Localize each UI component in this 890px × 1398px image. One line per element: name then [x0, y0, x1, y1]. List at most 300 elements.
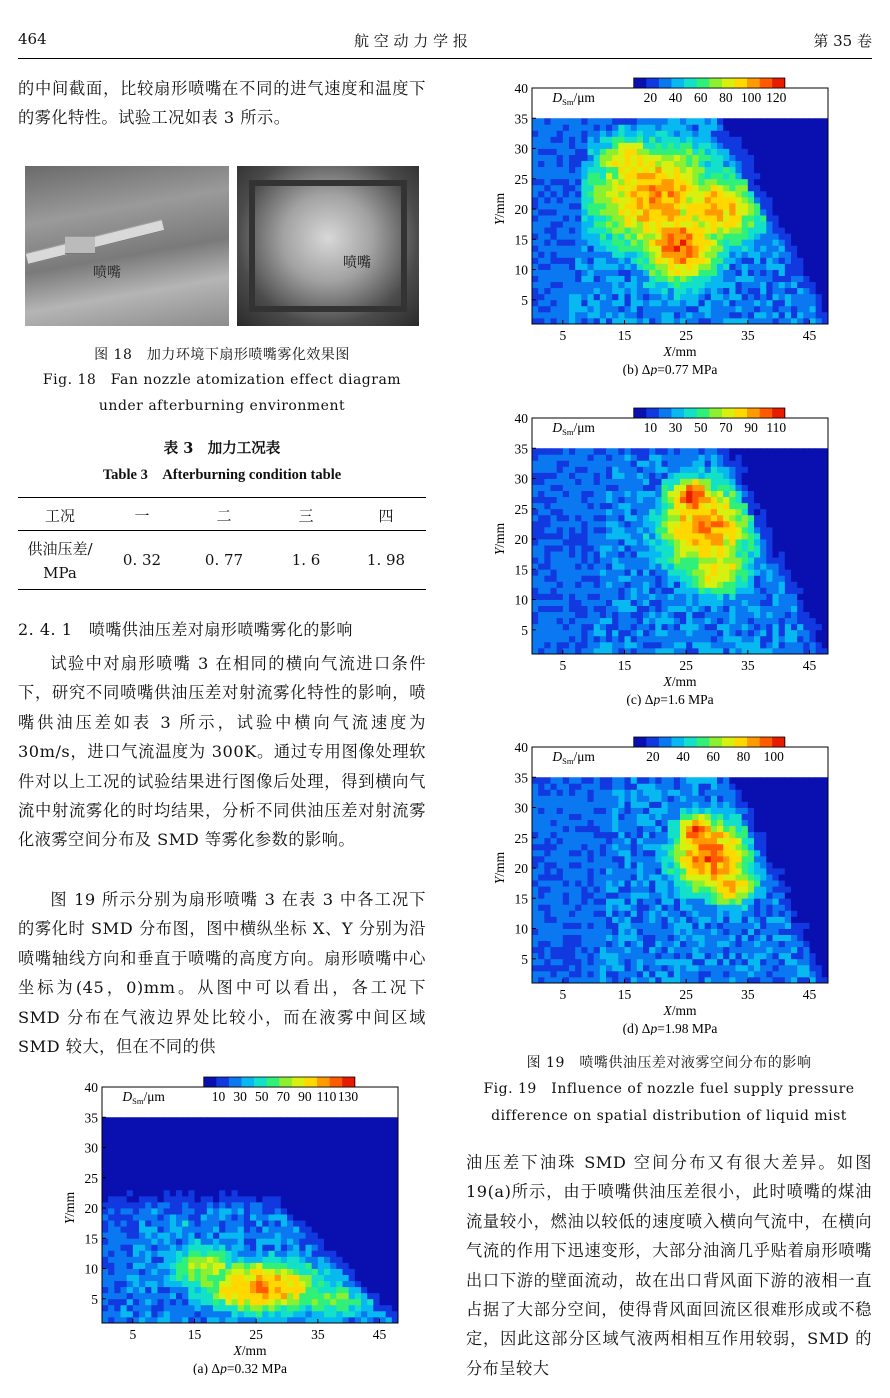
heatmap-cell — [299, 1220, 306, 1226]
heatmap-cell — [810, 485, 817, 491]
heatmap-cell — [170, 1160, 177, 1166]
heatmap-cell — [674, 185, 681, 191]
heatmap-cell — [563, 118, 570, 124]
heatmap-cell — [742, 466, 749, 472]
heatmap-cell — [810, 136, 817, 142]
heatmap-cell — [588, 136, 595, 142]
heatmap-cell — [668, 448, 675, 454]
heatmap-cell — [114, 1293, 121, 1299]
heatmap-cell — [766, 630, 773, 636]
heatmap-cell — [779, 282, 786, 288]
heatmap-cell — [557, 624, 564, 630]
heatmap-cell — [373, 1220, 380, 1226]
heatmap-cell — [373, 1117, 380, 1123]
heatmap-cell — [736, 130, 743, 136]
heatmap-cell — [705, 515, 712, 521]
heatmap-cell — [114, 1160, 121, 1166]
heatmap-cell — [269, 1262, 276, 1268]
heatmap-cell — [581, 270, 588, 276]
heatmap-cell — [380, 1214, 387, 1220]
heatmap-cell — [816, 563, 823, 569]
heatmap-cell — [736, 191, 743, 197]
heatmap-cell — [145, 1190, 152, 1196]
heatmap-cell — [287, 1317, 294, 1323]
heatmap-cell — [680, 185, 687, 191]
heatmap-cell — [108, 1129, 115, 1135]
heatmap-cell — [275, 1250, 282, 1256]
heatmap-cell — [742, 197, 749, 203]
heatmap-cell — [538, 587, 545, 593]
heatmap-cell — [810, 233, 817, 239]
heatmap-cell — [711, 454, 718, 460]
heatmap-cell — [625, 233, 632, 239]
heatmap-cell — [538, 636, 545, 642]
heatmap-cell — [244, 1238, 251, 1244]
heatmap-cell — [822, 209, 829, 215]
heatmap-cell — [594, 466, 601, 472]
heatmap-cell — [662, 251, 669, 257]
heatmap-cell — [655, 245, 662, 251]
heatmap-cell — [544, 203, 551, 209]
heatmap-cell — [637, 239, 644, 245]
heatmap-cell — [250, 1250, 257, 1256]
heatmap-cell — [250, 1202, 257, 1208]
heatmap-cell — [299, 1305, 306, 1311]
heatmap-cell — [816, 270, 823, 276]
heatmap-cell — [637, 318, 644, 324]
heatmap-cell — [723, 648, 730, 654]
page-number: 464 — [18, 30, 47, 48]
heatmap-cell — [176, 1317, 183, 1323]
heatmap-cell — [569, 173, 576, 179]
heatmap-cell — [612, 448, 619, 454]
heatmap-cell — [822, 557, 829, 563]
heatmap-cell — [612, 503, 619, 509]
heatmap-cell — [803, 155, 810, 161]
heatmap-cell — [699, 527, 706, 533]
heatmap-cell — [250, 1123, 257, 1129]
heatmap-cell — [563, 587, 570, 593]
heatmap-cell — [754, 472, 761, 478]
heatmap-cell — [705, 630, 712, 636]
heatmap-cell — [213, 1226, 220, 1232]
heatmap-cell — [269, 1269, 276, 1275]
heatmap-cell — [188, 1178, 195, 1184]
heatmap-cell — [250, 1214, 257, 1220]
heatmap-cell — [606, 648, 613, 654]
heatmap-cell — [557, 515, 564, 521]
heatmap-cell — [729, 606, 736, 612]
heatmap-cell — [692, 527, 699, 533]
heatmap-cell — [532, 454, 539, 460]
heatmap-cell — [791, 300, 798, 306]
heatmap-cell — [563, 245, 570, 251]
heatmap-cell — [275, 1178, 282, 1184]
heatmap-cell — [121, 1172, 128, 1178]
heatmap-cell — [225, 1244, 232, 1250]
heatmap-cell — [538, 509, 545, 515]
heatmap-cell — [600, 245, 607, 251]
heatmap-cell — [668, 606, 675, 612]
heatmap-cell — [563, 197, 570, 203]
heatmap-cell — [139, 1196, 146, 1202]
heatmap-cell — [544, 155, 551, 161]
heatmap-cell — [287, 1220, 294, 1226]
heatmap-cell — [625, 203, 632, 209]
heatmap-cell — [361, 1256, 368, 1262]
heatmap-cell — [717, 624, 724, 630]
heatmap-cell — [213, 1135, 220, 1141]
heatmap-cell — [668, 215, 675, 221]
heatmap-cell — [158, 1287, 165, 1293]
heatmap-cell — [312, 1305, 319, 1311]
heatmap-cell — [287, 1166, 294, 1172]
heatmap-cell — [662, 587, 669, 593]
heatmap-cell — [213, 1178, 220, 1184]
heatmap-cell — [742, 533, 749, 539]
heatmap-cell — [699, 485, 706, 491]
heatmap-cell — [785, 276, 792, 282]
heatmap-cell — [723, 624, 730, 630]
heatmap-cell — [569, 533, 576, 539]
heatmap-cell — [729, 300, 736, 306]
heatmap-cell — [766, 179, 773, 185]
heatmap-cell — [662, 263, 669, 269]
heatmap-cell — [655, 300, 662, 306]
heatmap-cell — [225, 1160, 232, 1166]
heatmap-cell — [262, 1269, 269, 1275]
heatmap-cell — [612, 521, 619, 527]
heatmap-cell — [269, 1178, 276, 1184]
heatmap-cell — [170, 1238, 177, 1244]
heatmap-cell — [631, 251, 638, 257]
heatmap-cell — [655, 155, 662, 161]
heatmap-cell — [563, 509, 570, 515]
heatmap-cell — [164, 1293, 171, 1299]
heatmap-cell — [318, 1190, 325, 1196]
heatmap-cell — [625, 509, 632, 515]
heatmap-cell — [766, 124, 773, 130]
heatmap-cell — [127, 1196, 134, 1202]
heatmap-cell — [717, 118, 724, 124]
heatmap-cell — [791, 472, 798, 478]
heatmap-cell — [275, 1311, 282, 1317]
heatmap-cell — [127, 1317, 134, 1323]
heatmap-cell — [662, 600, 669, 606]
heatmap-cell — [201, 1166, 208, 1172]
heatmap-cell — [306, 1129, 313, 1135]
heatmap-cell — [723, 479, 730, 485]
heatmap-cell — [803, 118, 810, 124]
heatmap-cell — [692, 149, 699, 155]
heatmap-cell — [736, 593, 743, 599]
heatmap-cell — [668, 155, 675, 161]
heatmap-cell — [766, 149, 773, 155]
heatmap-cell — [373, 1287, 380, 1293]
heatmap-cell — [643, 618, 650, 624]
heatmap-cell — [121, 1220, 128, 1226]
heatmap-cell — [692, 288, 699, 294]
heatmap-cell — [766, 636, 773, 642]
heatmap-cell — [643, 557, 650, 563]
heatmap-cell — [318, 1154, 325, 1160]
heatmap-cell — [581, 233, 588, 239]
heatmap-cell — [532, 485, 539, 491]
heatmap-cell — [176, 1160, 183, 1166]
heatmap-cell — [544, 209, 551, 215]
heatmap-cell — [355, 1220, 362, 1226]
heatmap-cell — [773, 155, 780, 161]
heatmap-cell — [803, 167, 810, 173]
heatmap-cell — [176, 1129, 183, 1135]
heatmap-cell — [816, 124, 823, 130]
heatmap-cell — [816, 167, 823, 173]
heatmap-cell — [108, 1275, 115, 1281]
heatmap-cell — [225, 1202, 232, 1208]
heatmap-cell — [207, 1269, 214, 1275]
heatmap-cell — [816, 130, 823, 136]
heatmap-cell — [723, 551, 730, 557]
table-header-cell: 二 — [216, 507, 232, 525]
heatmap-cell — [188, 1269, 195, 1275]
heatmap-cell — [145, 1214, 152, 1220]
heatmap-cell — [330, 1202, 337, 1208]
heatmap-cell — [386, 1196, 393, 1202]
heatmap-cell — [102, 1129, 109, 1135]
heatmap-cell — [779, 648, 786, 654]
heatmap-cell — [810, 282, 817, 288]
heatmap-cell — [575, 179, 582, 185]
heatmap-cell — [594, 569, 601, 575]
heatmap-cell — [544, 173, 551, 179]
heatmap-cell — [760, 648, 767, 654]
heatmap-cell — [612, 185, 619, 191]
heatmap-cell — [631, 161, 638, 167]
heatmap-cell — [594, 239, 601, 245]
heatmap-cell — [729, 527, 736, 533]
heatmap-cell — [176, 1232, 183, 1238]
heatmap-cell — [637, 557, 644, 563]
heatmap-cell — [532, 263, 539, 269]
heatmap-cell — [810, 624, 817, 630]
heatmap-cell — [785, 606, 792, 612]
heatmap-cell — [760, 454, 767, 460]
heatmap-cell — [723, 557, 730, 563]
heatmap-cell — [386, 1299, 393, 1305]
heatmap-cell — [643, 636, 650, 642]
colorbar-swatch — [672, 78, 685, 88]
heatmap-cell — [631, 191, 638, 197]
heatmap-cell — [773, 509, 780, 515]
heatmap-cell — [674, 300, 681, 306]
heatmap-cell — [581, 545, 588, 551]
heatmap-cell — [655, 624, 662, 630]
heatmap-cell — [736, 497, 743, 503]
heatmap-cell — [145, 1293, 152, 1299]
heatmap-cell — [170, 1293, 177, 1299]
heatmap-cell — [225, 1178, 232, 1184]
heatmap-cell — [816, 318, 823, 324]
heatmap-cell — [306, 1208, 313, 1214]
heatmap-cell — [674, 497, 681, 503]
heatmap-cell — [711, 294, 718, 300]
heatmap-cell — [544, 167, 551, 173]
heatmap-cell — [760, 527, 767, 533]
heatmap-cell — [127, 1135, 134, 1141]
heatmap-cell — [785, 509, 792, 515]
heatmap-cell — [575, 173, 582, 179]
heatmap-cell — [785, 491, 792, 497]
heatmap-cell — [618, 294, 625, 300]
heatmap-cell — [785, 503, 792, 509]
heatmap-cell — [723, 630, 730, 636]
heatmap-cell — [127, 1184, 134, 1190]
heatmap-cell — [594, 509, 601, 515]
heatmap-cell — [637, 155, 644, 161]
heatmap-cell — [631, 545, 638, 551]
heatmap-cell — [219, 1317, 226, 1323]
heatmap-cell — [643, 270, 650, 276]
heatmap-cell — [668, 503, 675, 509]
heatmap-cell — [563, 472, 570, 478]
heatmap-cell — [655, 454, 662, 460]
heatmap-cell — [195, 1154, 202, 1160]
heatmap-cell — [760, 179, 767, 185]
heatmap-cell — [649, 503, 656, 509]
heatmap-cell — [643, 118, 650, 124]
heatmap-cell — [102, 1184, 109, 1190]
heatmap-cell — [532, 630, 539, 636]
heatmap-cell — [773, 142, 780, 148]
heatmap-cell — [139, 1305, 146, 1311]
heatmap-cell — [151, 1190, 158, 1196]
heatmap-cell — [662, 239, 669, 245]
heatmap-cell — [643, 294, 650, 300]
heatmap-cell — [674, 569, 681, 575]
heatmap-cell — [225, 1299, 232, 1305]
heatmap-cell — [643, 448, 650, 454]
heatmap-cell — [711, 227, 718, 233]
heatmap-cell — [655, 618, 662, 624]
heatmap-cell — [188, 1214, 195, 1220]
heatmap-cell — [588, 149, 595, 155]
header-rule — [18, 58, 872, 59]
heatmap-cell — [748, 612, 755, 618]
heatmap-cell — [625, 636, 632, 642]
heatmap-cell — [213, 1141, 220, 1147]
heatmap-cell — [785, 485, 792, 491]
heatmap-cell — [779, 215, 786, 221]
y-tick-label: 40 — [84, 1080, 98, 1095]
heatmap-cell — [538, 124, 545, 130]
heatmap-cell — [293, 1256, 300, 1262]
heatmap-cell — [760, 521, 767, 527]
heatmap-cell — [649, 454, 656, 460]
heatmap-cell — [581, 503, 588, 509]
heatmap-cell — [822, 312, 829, 318]
heatmap-cell — [108, 1281, 115, 1287]
heatmap-cell — [594, 161, 601, 167]
heatmap-cell — [736, 575, 743, 581]
heatmap-cell — [674, 124, 681, 130]
heatmap-cell — [544, 460, 551, 466]
heatmap-cell — [686, 270, 693, 276]
heatmap-cell — [655, 563, 662, 569]
heatmap-a — [60, 1073, 400, 1379]
heatmap-cell — [219, 1269, 226, 1275]
heatmap-cell — [544, 539, 551, 545]
heatmap-cell — [797, 472, 804, 478]
heatmap-cell — [275, 1238, 282, 1244]
heatmap-cell — [754, 648, 761, 654]
heatmap-cell — [355, 1148, 362, 1154]
heatmap-cell — [766, 485, 773, 491]
heatmap-cell — [563, 545, 570, 551]
heatmap-cell — [760, 557, 767, 563]
heatmap-cell — [618, 515, 625, 521]
heatmap-cell — [779, 233, 786, 239]
heatmap-cell — [544, 563, 551, 569]
heatmap-cell — [736, 618, 743, 624]
heatmap-cell — [766, 197, 773, 203]
heatmap-cell — [557, 491, 564, 497]
heatmap-cell — [336, 1311, 343, 1317]
heatmap-cell — [729, 636, 736, 642]
heatmap-cell — [760, 569, 767, 575]
heatmap-cell — [250, 1208, 257, 1214]
heatmap-cell — [766, 161, 773, 167]
heatmap-cell — [717, 448, 724, 454]
heatmap-cell — [551, 312, 558, 318]
heatmap-cell — [692, 491, 699, 497]
heatmap-cell — [207, 1238, 214, 1244]
heatmap-cell — [680, 618, 687, 624]
heatmap-cell — [668, 479, 675, 485]
heatmap-cell — [662, 624, 669, 630]
heatmap-cell — [213, 1244, 220, 1250]
heatmap-cell — [102, 1214, 109, 1220]
heatmap-cell — [606, 454, 613, 460]
heatmap-cell — [188, 1172, 195, 1178]
heatmap-cell — [102, 1305, 109, 1311]
heatmap-cell — [594, 233, 601, 239]
heatmap-cell — [281, 1305, 288, 1311]
heatmap-cell — [822, 197, 829, 203]
heatmap-cell — [803, 203, 810, 209]
heatmap-cell — [810, 557, 817, 563]
heatmap-cell — [594, 551, 601, 557]
heatmap-cell — [151, 1220, 158, 1226]
heatmap-cell — [108, 1317, 115, 1323]
heatmap-cell — [367, 1129, 374, 1135]
heatmap-cell — [680, 509, 687, 515]
heatmap-cell — [139, 1208, 146, 1214]
heatmap-cell — [318, 1166, 325, 1172]
heatmap-cell — [797, 288, 804, 294]
heatmap-cell — [785, 191, 792, 197]
heatmap-cell — [551, 136, 558, 142]
heatmap-cell — [569, 503, 576, 509]
heatmap-cell — [736, 606, 743, 612]
heatmap-cell — [606, 642, 613, 648]
heatmap-cell — [575, 282, 582, 288]
heatmap-cell — [386, 1178, 393, 1184]
heatmap-cell — [649, 600, 656, 606]
heatmap-cell — [244, 1214, 251, 1220]
heatmap-cell — [392, 1226, 399, 1232]
heatmap-cell — [306, 1160, 313, 1166]
heatmap-cell — [324, 1190, 331, 1196]
